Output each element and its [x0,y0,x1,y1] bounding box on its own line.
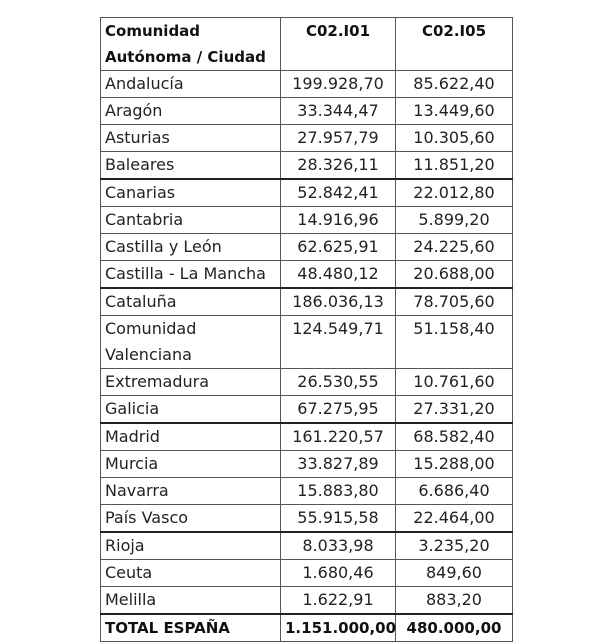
table-row [101,423,513,451]
total-c02-i05: 480.000,00 [396,614,513,642]
region-name: Rioja [101,532,281,560]
table-row [101,478,513,505]
value-c02-i01: 186.036,13 [281,288,396,316]
value-c02-i05: 24.225,60 [396,234,513,261]
table-row [101,98,513,125]
value-c02-i01: 28.326,11 [281,152,396,180]
value-c02-i05: 85.622,40 [396,71,513,98]
value-c02-i01: 15.883,80 [281,478,396,505]
value-c02-i05: 68.582,40 [396,423,513,451]
value-c02-i01: 67.275,95 [281,396,396,424]
table-row [101,587,513,615]
value-c02-i05: 22.012,80 [396,179,513,207]
header-c02-i01: C02.I01 [281,18,396,71]
table-row [101,288,513,316]
value-c02-i01: 8.033,98 [281,532,396,560]
value-c02-i05: 78.705,60 [396,288,513,316]
region-name: Ceuta [101,560,281,587]
region-name: Cataluña [101,288,281,316]
region-name: Baleares [101,152,281,180]
table-row [101,451,513,478]
table-row [101,152,513,180]
value-c02-i05: 51.158,40 [396,316,513,369]
region-name: Asturias [101,125,281,152]
region-name: Andalucía [101,71,281,98]
total-label: TOTAL ESPAÑA [101,614,281,642]
value-c02-i01: 33.827,89 [281,451,396,478]
value-c02-i01: 1.622,91 [281,587,396,615]
header-c02-i05: C02.I05 [396,18,513,71]
value-c02-i01: 124.549,71 [281,316,396,369]
table-row [101,369,513,396]
region-name: Canarias [101,179,281,207]
value-c02-i01: 161.220,57 [281,423,396,451]
value-c02-i05: 13.449,60 [396,98,513,125]
value-c02-i01: 55.915,58 [281,505,396,533]
region-name: Castilla y León [101,234,281,261]
table-row [101,71,513,98]
region-name: Castilla - La Mancha [101,261,281,289]
region-name: Navarra [101,478,281,505]
region-name: Comunidad Valenciana [101,316,281,369]
region-name: Aragón [101,98,281,125]
region-name: País Vasco [101,505,281,533]
value-c02-i01: 52.842,41 [281,179,396,207]
value-c02-i05: 27.331,20 [396,396,513,424]
value-c02-i05: 6.686,40 [396,478,513,505]
value-c02-i01: 1.680,46 [281,560,396,587]
value-c02-i01: 26.530,55 [281,369,396,396]
value-c02-i05: 11.851,20 [396,152,513,180]
header-row [101,18,513,71]
value-c02-i01: 33.344,47 [281,98,396,125]
value-c02-i01: 199.928,70 [281,71,396,98]
region-name: Galicia [101,396,281,424]
distribution-table [100,17,513,642]
region-name: Madrid [101,423,281,451]
region-name: Murcia [101,451,281,478]
value-c02-i01: 48.480,12 [281,261,396,289]
value-c02-i05: 10.761,60 [396,369,513,396]
table-row [101,234,513,261]
value-c02-i05: 849,60 [396,560,513,587]
value-c02-i05: 3.235,20 [396,532,513,560]
region-name: Melilla [101,587,281,615]
value-c02-i01: 62.625,91 [281,234,396,261]
table-row [101,261,513,289]
value-c02-i01: 27.957,79 [281,125,396,152]
total-c02-i01: 1.151.000,00 [281,614,396,642]
value-c02-i05: 5.899,20 [396,207,513,234]
value-c02-i05: 20.688,00 [396,261,513,289]
total-row [101,614,513,642]
value-c02-i01: 14.916,96 [281,207,396,234]
region-name: Cantabria [101,207,281,234]
table-row [101,125,513,152]
table-row [101,396,513,424]
value-c02-i05: 10.305,60 [396,125,513,152]
value-c02-i05: 883,20 [396,587,513,615]
table-row [101,207,513,234]
value-c02-i05: 15.288,00 [396,451,513,478]
header-region: Comunidad Autónoma / Ciudad [101,18,281,71]
table-row [101,505,513,533]
table-row [101,316,513,369]
table-row [101,532,513,560]
region-name: Extremadura [101,369,281,396]
table-row [101,179,513,207]
table-row [101,560,513,587]
value-c02-i05: 22.464,00 [396,505,513,533]
